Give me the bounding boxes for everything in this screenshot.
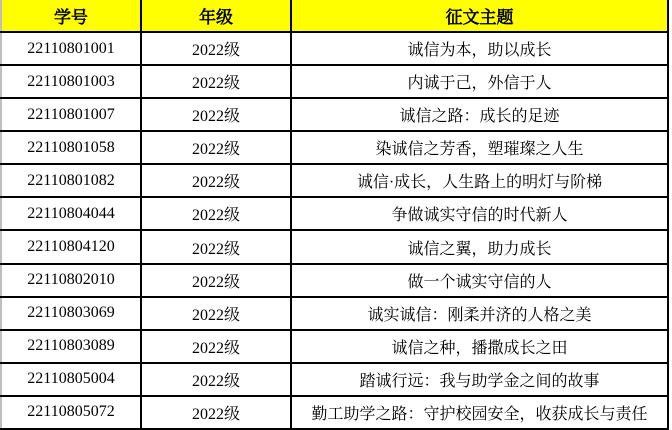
cell-student-id[interactable]: 22110801007: [1, 98, 141, 131]
table-row: [1, 297, 668, 330]
cell-student-id[interactable]: 22110805072: [1, 396, 141, 429]
table-header: [1, 0, 668, 32]
cell-student-id[interactable]: 22110804120: [1, 230, 141, 263]
column-header-topic[interactable]: 征文主题: [291, 0, 668, 32]
cell-grade[interactable]: 2022级: [141, 297, 291, 330]
table-row: [1, 264, 668, 297]
cell-student-id[interactable]: 22110801082: [1, 164, 141, 197]
table-row: [1, 32, 668, 65]
table-row: [1, 164, 668, 197]
cell-student-id[interactable]: 22110801003: [1, 65, 141, 98]
cell-topic[interactable]: 争做诚实守信的时代新人: [291, 197, 668, 230]
cell-grade[interactable]: 2022级: [141, 65, 291, 98]
cell-topic[interactable]: 做一个诚实守信的人: [291, 264, 668, 297]
table-row: [1, 363, 668, 396]
cell-grade[interactable]: 2022级: [141, 396, 291, 429]
cell-student-id[interactable]: 22110803089: [1, 330, 141, 363]
table-row: [1, 330, 668, 363]
table-row: [1, 98, 668, 131]
header-row: [1, 0, 668, 32]
cell-topic[interactable]: 诚信之翼，助力成长: [291, 230, 668, 263]
cell-topic[interactable]: 内诚于己，外信于人: [291, 65, 668, 98]
cell-topic[interactable]: 染诚信之芳香，塑璀璨之人生: [291, 131, 668, 164]
cell-student-id[interactable]: 22110803069: [1, 297, 141, 330]
table-row: [1, 230, 668, 263]
cell-grade[interactable]: 2022级: [141, 98, 291, 131]
cell-topic[interactable]: 诚信之种，播撒成长之田: [291, 330, 668, 363]
cell-grade[interactable]: 2022级: [141, 164, 291, 197]
cell-student-id[interactable]: 22110801058: [1, 131, 141, 164]
cell-grade[interactable]: 2022级: [141, 363, 291, 396]
cell-grade[interactable]: 2022级: [141, 32, 291, 65]
cell-topic[interactable]: 诚信·成长，人生路上的明灯与阶梯: [291, 164, 668, 197]
cell-student-id[interactable]: 22110802010: [1, 264, 141, 297]
column-header-grade[interactable]: 年级: [141, 0, 291, 32]
table-row: [1, 197, 668, 230]
cell-grade[interactable]: 2022级: [141, 230, 291, 263]
cell-grade[interactable]: 2022级: [141, 264, 291, 297]
cell-topic[interactable]: 踏诚行远：我与助学金之间的故事: [291, 363, 668, 396]
cell-topic[interactable]: 诚信之路：成长的足迹: [291, 98, 668, 131]
cell-grade[interactable]: 2022级: [141, 131, 291, 164]
table-row: [1, 396, 668, 429]
cell-student-id[interactable]: 22110804044: [1, 197, 141, 230]
table-body: [1, 32, 668, 429]
cell-student-id[interactable]: 22110801001: [1, 32, 141, 65]
column-header-student-id[interactable]: 学号: [1, 0, 141, 32]
cell-topic[interactable]: 诚信为本，助以成长: [291, 32, 668, 65]
cell-grade[interactable]: 2022级: [141, 330, 291, 363]
cell-student-id[interactable]: 22110805004: [1, 363, 141, 396]
table-row: [1, 131, 668, 164]
cell-topic[interactable]: 勤工助学之路：守护校园安全，收获成长与责任: [291, 396, 668, 429]
table-row: [1, 65, 668, 98]
cell-topic[interactable]: 诚实诚信：刚柔并济的人格之美: [291, 297, 668, 330]
cell-grade[interactable]: 2022级: [141, 197, 291, 230]
